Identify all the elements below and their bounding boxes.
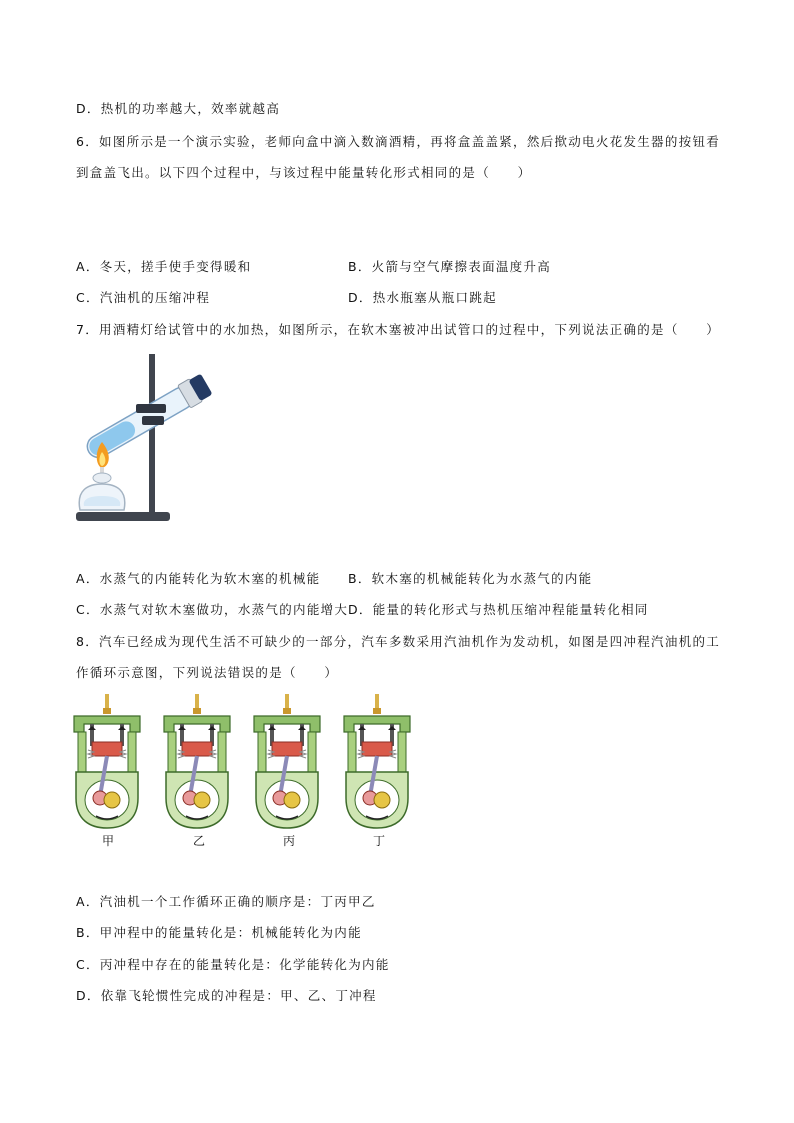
q6-option-c: C．汽油机的压缩冲程 xyxy=(76,290,211,305)
engine-jia xyxy=(74,694,140,828)
engine-bing xyxy=(254,694,320,828)
q8-option-d: D．依靠飞轮惯性完成的冲程是：甲、乙、丁冲程 xyxy=(76,988,377,1003)
q5-option-d: D．热机的功率越大，效率就越高 xyxy=(76,101,281,116)
engine-yi xyxy=(164,694,230,828)
engine-label-ding: 丁 xyxy=(373,834,386,848)
q8-stem-line2: 作循环示意图，下列说法错误的是（ ） xyxy=(76,665,339,680)
q6-option-a: A．冬天，搓手使手变得暖和 xyxy=(76,259,252,274)
engine-label-yi: 乙 xyxy=(193,834,206,848)
q6-option-d: D．热水瓶塞从瓶口跳起 xyxy=(348,290,497,305)
q7-option-b: B．软木塞的机械能转化为水蒸气的内能 xyxy=(348,571,593,586)
engine-ding xyxy=(344,694,410,828)
engine-label-jia: 甲 xyxy=(102,834,115,848)
q8-option-c: C．丙冲程中存在的能量转化是：化学能转化为内能 xyxy=(76,957,390,972)
q7-option-c: C．水蒸气对软木塞做功，水蒸气的内能增大 xyxy=(76,602,349,617)
engine-stroke-diagrams xyxy=(70,694,430,834)
q6-option-b: B．火箭与空气摩擦表面温度升高 xyxy=(348,259,552,274)
q7-option-d: D．能量的转化形式与热机压缩冲程能量转化相同 xyxy=(348,602,649,617)
q8-option-b: B．甲冲程中的能量转化是：机械能转化为内能 xyxy=(76,925,362,940)
q7-option-a: A．水蒸气的内能转化为软木塞的机械能 xyxy=(76,571,321,586)
engine-label-bing: 丙 xyxy=(283,834,296,848)
q8-stem-line1: 8．汽车已经成为现代生活不可缺少的一部分，汽车多数采用汽油机作为发动机，如图是四冲程汽油机的工 xyxy=(76,634,721,649)
q8-option-a: A．汽油机一个工作循环正确的顺序是：丁丙甲乙 xyxy=(76,894,376,909)
q6-stem-line2: 到盒盖飞出。以下四个过程中，与该过程中能量转化形式相同的是（ ） xyxy=(76,165,532,180)
q7-stem: 7．用酒精灯给试管中的水加热，如图所示，在软木塞被冲出试管口的过程中，下列说法正确的是（ ） xyxy=(76,322,721,337)
test-tube-heating-figure xyxy=(72,350,222,530)
q6-stem-line1: 6．如图所示是一个演示实验，老师向盒中滴入数滴酒精，再将盒盖盖紧，然后揿动电火花发生器的按钮看 xyxy=(76,134,721,149)
